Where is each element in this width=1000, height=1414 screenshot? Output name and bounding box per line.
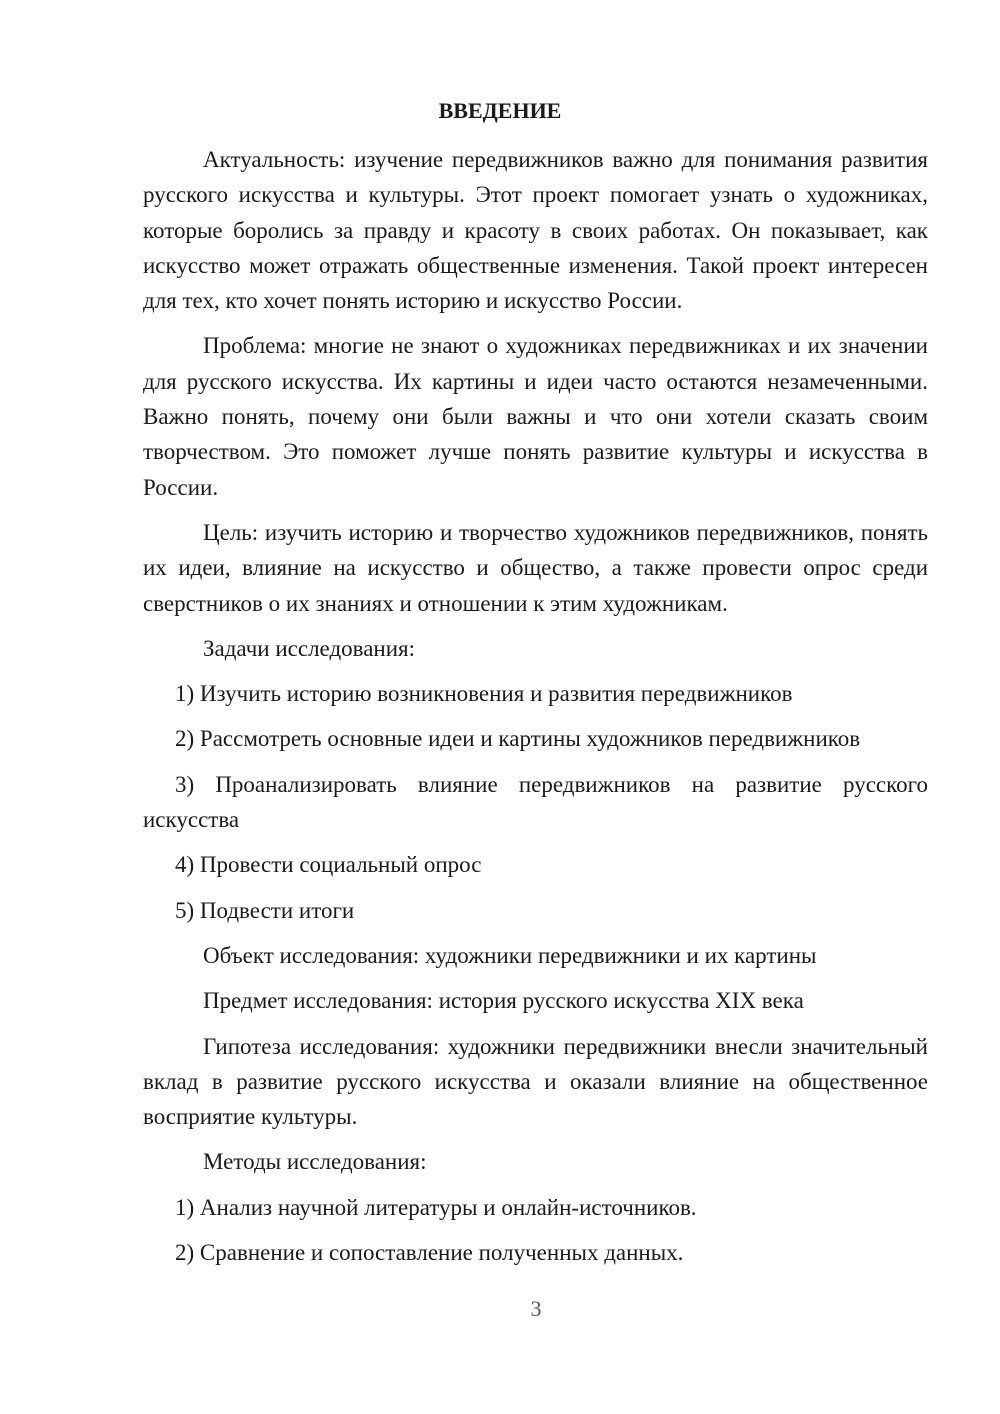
hypothesis-paragraph: Гипотеза исследования: художники передвижники внесли значительный вклад в развитие русского искусства и оказали влияние на общественное восприятие культуры. <box>143 1033 928 1130</box>
page-number: 3 <box>530 1296 542 1321</box>
task-item-2: 2) Рассмотреть основные идеи и картины художников передвижников <box>175 726 861 752</box>
method-item-2: 2) Сравнение и сопоставление полученных данных. <box>175 1240 684 1266</box>
page-title: ВВЕДЕНИЕ <box>438 98 562 123</box>
object-paragraph: Объект исследования: художники передвижники и их картины <box>203 942 817 968</box>
problem-paragraph: Проблема: многие не знают о художниках передвижниках и их значении для русского искусства. Их картины и идеи часто остаются незамеченными. Важно понять, почему они были важны и что они хотели сказать своим творчеством. Это поможет лучше понять развитие культуры и искусства в России. <box>143 333 928 500</box>
task-item-5: 5) Подвести итоги <box>175 897 355 923</box>
task-item-1: 1) Изучить историю возникновения и развития передвижников <box>175 681 793 707</box>
goal-paragraph: Цель: изучить историю и творчество художников передвижников, понять их идеи, влияние на искусство и общество, а также провести опрос среди сверстников о их знаниях и отношении к этим художникам. <box>143 519 928 616</box>
subject-paragraph: Предмет исследования: история русского искусства XIX века <box>203 988 804 1014</box>
method-item-1: 1) Анализ научной литературы и онлайн-источников. <box>175 1194 697 1220</box>
document-body <box>143 142 928 1270</box>
relevance-paragraph: Актуальность: изучение передвижников важно для понимания развития русского искусства и культуры. Этот проект помогает узнать о художниках, которые боролись за правду и красоту в своих работах. Он показывает, как искусство может отражать общественные изменения. Такой проект интересен для тех, кто хочет понять историю и искусство России. <box>143 147 928 314</box>
tasks-heading: Задачи исследования: <box>203 635 416 661</box>
task-item-3: 3) Проанализировать влияние передвижников на развитие русского искусства <box>143 771 928 833</box>
task-item-4: 4) Провести социальный опрос <box>175 852 482 878</box>
methods-heading: Методы исследования: <box>203 1149 427 1175</box>
